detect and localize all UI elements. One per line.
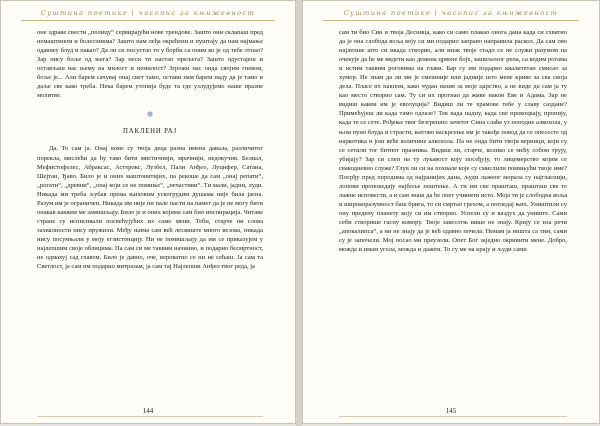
- page-number: 145: [445, 407, 457, 415]
- footer-divider: [339, 416, 567, 417]
- chapter-title: ПАКЛЕНИ РАЈ: [123, 128, 177, 136]
- running-header: Суштина поетике | часопис за књижевност: [323, 9, 579, 21]
- left-page-body: [37, 28, 263, 271]
- right-page: [302, 0, 600, 424]
- running-header: Суштина поетике | часопис за књижевност: [21, 9, 275, 21]
- page-number: 144: [142, 407, 154, 415]
- left-page: [0, 0, 296, 424]
- paragraph: Да. То сам ја. Онај коме су твоја деца разна имена давала, различитог порекла, мислећи да ћу тако бити мистичнији, мрачнији, недокучив. Белиал, Мефистофелес, Абраксас, Астерокс, Лузбел, Пали Анђео, Луцифер, Сатана, Шејтан, Ђаво. Било је и оних маштовитијих, па рекоше да сам „онај репати“, „рогати“, „древни“, „онај који се не помиње“, „нечастиви“. Ти мали, јадни, луди. Никада ми треба љубав према њиховим ускогрудим душама није била јасна. Разум им је ограничен. Никада им није ни пале пасти на памет да је не могу бити онакав каквим ме замишљају. Било је и оних којима сам био инспирација. Читаве стране су исписивали посвећујућих их само мени. Теби, старче ни слова захвалности нису пружили. Међу њима сам већ лесвиште много везова, никада нису посумњали у моју егзистенцију. Ни не помишљају да им се приказујем у најлепшим своје облицима. Па сам си ме таквим начинио, и подарио бесмртност, не одмахуј сад главом. Било је давно, оче, вероватно се ни не сећаш. Ја сам та Светлост, ја сам им подарио митразам, ја сам тај Најлепши Анђео твог реда, ја: [37, 145, 263, 271]
- paragraph: сам ти био Син и твоја Десница, како си само плакао онога дана када си схватио да је она слобода воља коју си ми подарио заправо направила раскол. Да сам ово најлепше што си икада створио, али ипак твоје стадо се не служи разумом па очекује да ће ме видети као демона црвене боје, зашиљеног репа, са кодим рогама и истим таквим роговима на глави. Бар су им подарио квалитетан смисао за хумор. Не знам да ли ми је смешније или јадније што мене криве за сва своја дела. Пласе их пакпом, како чудан назив за моје царство, а не виде да сам ја ту као место створио сам. Ту си их прогнао да живе након Еве и Адама. Зар не видиш какви им је еволуција? Видиш ли те храмове тебе у славу саздане? Примећујеш ли када тамо одлазе? Тек када падну, када све прокоцкају, пропију, када те се сете. Рођење твог безгрешно зачетог Сина слаће уз поподне алкохола, у њом пуно блуда и страсти, његово васкрсење им је такође повод да се опесесте од наркотика и још веће количине алкохола. Па не онда бити твоји верници, који су се сетили тог битног празника. Видиш ли, старче, колико се мећу собом трују, убијају? Зар си слеп на ту лукавост коју посеђују, то лицемерство којим се свакодневно служе? Глув ли си на похвале које су смислили помињући твоје име? Посрђу пред породима од најранијих дана, људи лажног морала су најгласнији, лопови проповедају најбоље поштење. А ти им све прашташ, прашташ све те лажне исповести, а и сам знаш да ће опет учинити исто. Моја ти је слободна воља и широкоразумност баш брига, то си смртао грехом, а погледај њих. Уништили су ону предену планету коју си им створио. Успели су и ваздух да униште. Сами себи створише гасну комору. Твоје завесотњ више не знају. Крију се иза речи „апокалипса“, а ни не знају да је већ одавно почела. Немам ја ништа са тим, сами су је започели. Мој посао ми преузели. Опет Бог заједно окривити мене. Добро, можда и имам угола, можда и дажем. То су ме на крају и људи сами: [339, 29, 567, 254]
- footer-divider: [37, 416, 263, 417]
- right-page-body: [339, 28, 567, 254]
- flower-ornament-icon: ❋: [146, 110, 154, 120]
- paragraph: оне здраве свести „полицу“ сервирајући нове трендове. Зашто они склапаш пред немаштином и болесникма? Зашто нам леђа окрећени и пуштају да нам најмање одавнеу блуд и пакао? Да ли си посустао то у борби са оним ко је од тебе отпао? Зар нису боље од њега? Зар неси ти настао прељега? Зашто одустајеш и остављаш нас њему на милост и немилост? Згрожи нас онда својим гневом, боље је... Али барем сачувај онај свет тамо, остави нам барем наду да је тамо и даље све како треба. Нека барем утопија буде та где узлудујемо наше празне молитве.: [37, 29, 263, 100]
